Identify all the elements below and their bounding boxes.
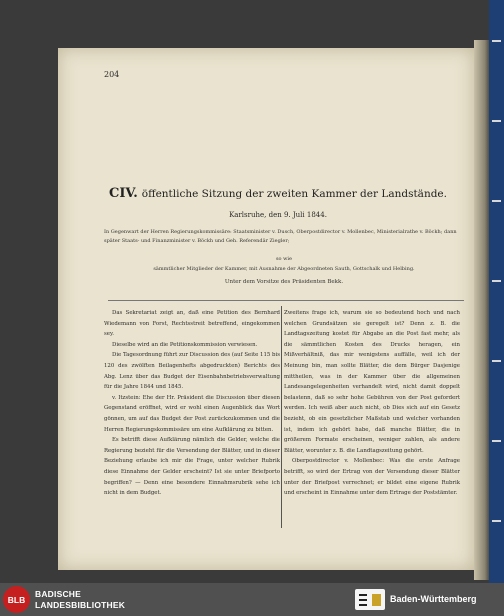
- blb-line1: BADISCHE: [35, 589, 81, 599]
- session-numeral: CIV.: [109, 186, 138, 201]
- blb-name[interactable]: [35, 589, 125, 611]
- session-title: [80, 186, 476, 201]
- column-divider: [281, 306, 282, 528]
- blb-badge-text: BLB: [7, 594, 26, 605]
- dateline: Karlsruhe, den 9. Juli 1844.: [229, 211, 327, 219]
- attendance-sowie: so wie: [275, 256, 292, 262]
- color-calibration-strip: [489, 0, 504, 583]
- attendance-commissioners: In Gegenwart der Herren Regierungskommissäre: Staatsminister v. Dusch, Oberpostdirector v. Mollenbec, Ministerialrathe v. Böckh; dann später Staats- und Finanzminister v. Böckh und Geh. Referendär Ziegler;: [104, 229, 457, 244]
- left-paragraph: Die Tagesordnung führt zur Discussion des (auf Seite 115 bis 120 des zwölften Beilagenhefts abgedruckten) Berichts des Abg. Lenz über das Budget der Eisenbahnbetriebsverwaltung für die Jahre 1844 und 1845.: [104, 352, 280, 391]
- footer-bar: [0, 583, 504, 616]
- blb-line2: LANDESBIBLIOTHEK: [35, 600, 126, 610]
- left-paragraph: v. Itzstein: Ehe der Hr. Präsident die Discussion über diesen Gegenstand eröffnet, wird er wohl einen Augenblick das Wort gönnen, um auf das Budget der Post zurückzukommen und die Herren Regierungskommissäre um eine Aufklärung zu bitten.: [104, 394, 280, 433]
- right-paragraph: Oberpostdirector v. Mollenbec: Was die erste Anfrage betrifft, so wird der Ertrag von der Versendung dieser Blätter unter der Briefpost verrechnet; er bildet eine eigene Rubrik und erscheint in Einnahme unter dem Ertrage der Poststämter.: [284, 458, 460, 497]
- bw-crest-icon[interactable]: [355, 589, 385, 610]
- left-paragraph: Es betrifft diese Aufklärung nämlich die Gelder, welche die Regierung bezieht für die Versendung der Blätter, und in dieser Beziehung erlaube ich mir die Frage, unter welcher Rubrik diese Einnahme der Gelder erscheint? Ist sie unter Briefporto begriffen? — Denn eine besondere Einnahmsrubrik sehe ich nicht in dem Budget.: [104, 437, 280, 497]
- session-title-text: öffentliche Sitzung der zweiten Kammer der Landstände.: [141, 188, 447, 200]
- right-paragraph: Zweitens frage ich, warum sie so bedeutend hoch und nach welchen Grundsätzen sie geregelt ist? Denn z. B. die Landtagszeitung kostet für Abgabe an die Post fast mehr, als die sämmtlichen Kosten des Drucks heragen, ein Mißverhältniß, das mir wenigstens auffälle, weil ich der Meinung bin, man sollte Blätter, die dem Bürger Dasjenige mittheilen, was in der Kammer über die allgemeinen Landesangelegenheiten verhandelt wird, nicht damit doppelt belastenn, daß so sehr hohe Gebühren von der Post gefordert werden. Ich weiß aber auch nicht, ob Dies sich auf ein Gesetz bezieht, ob ein gesetzlicher Maßstab und welcher vorhanden ist, indem ich gehört habe, daß manche Blätter, die in größerem Formate erscheinen, weniger zahlen, als andere Blätter, worunter z. B. die Landtagszeitung gehört.: [284, 310, 460, 454]
- left-paragraph: Das Sekretariat zeigt an, daß eine Petition des Bernhard Wiedemann von Forst, Rechtsstreit betreffend, eingekommen sey.: [104, 310, 280, 338]
- header-rule: [108, 300, 464, 301]
- blb-logo-icon[interactable]: [3, 586, 30, 613]
- bw-name[interactable]: Baden-Württemberg: [390, 594, 477, 604]
- chair-line: Unter dem Vorsitze des Präsidenten Bekk.: [224, 279, 344, 285]
- left-column: [104, 308, 280, 499]
- right-column: [284, 308, 460, 499]
- attendance-members: sämmtlicher Mitglieder der Kammer, mit Ausnahme der Abgeordneten Sauth, Gottschalk und Helbing.: [153, 266, 415, 272]
- left-paragraph: Dieselbe wird an die Petitionskommission verwiesen.: [112, 341, 258, 348]
- page-number: 204: [104, 70, 120, 79]
